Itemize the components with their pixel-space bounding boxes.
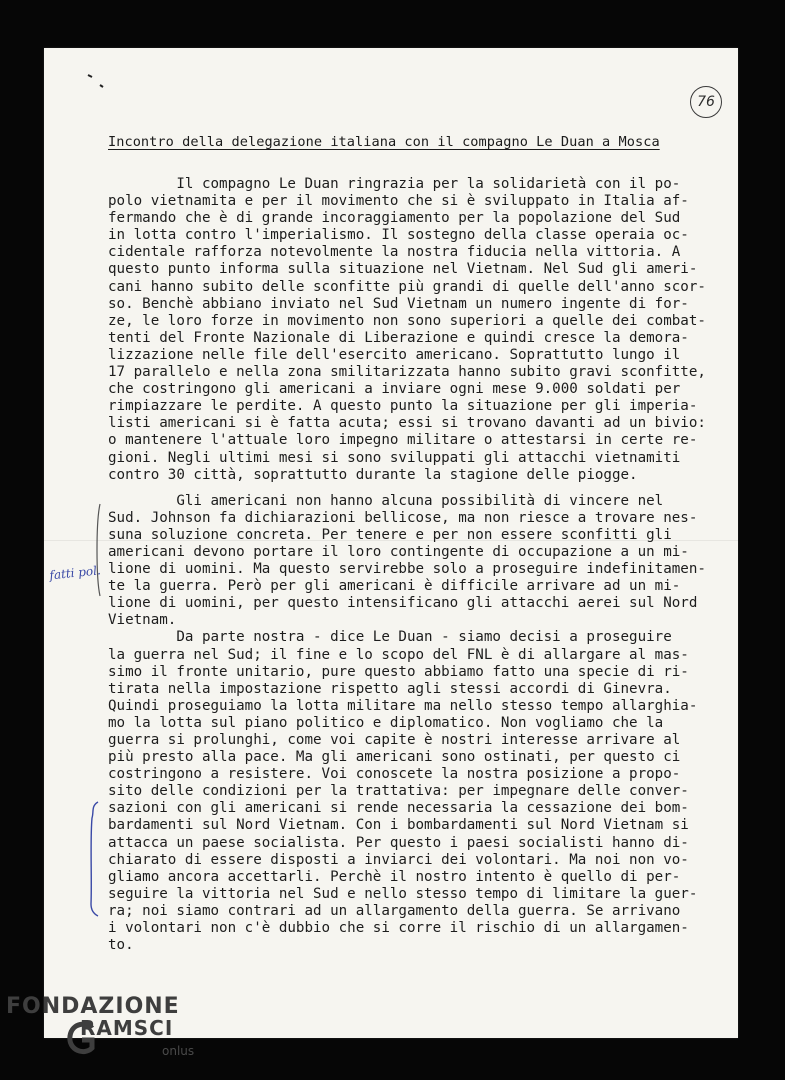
text-line: listi americani si è fatta acuta; essi si trovano davanti ad un bivio: [108, 415, 706, 432]
text-line: cidentale rafforza notevolmente la nostra fiducia nella vittoria. A [108, 244, 681, 261]
text-line: più presto alla pace. Ma gli americani sono ostinati, per questo ci [108, 749, 681, 766]
document-title: Incontro della delegazione italiana con il compagno Le Duan a Mosca [108, 134, 660, 150]
text-line: Gli americani non hanno alcuna possibilità di vincere nel [108, 492, 664, 509]
text-line: seguire la vittoria nel Sud e nello stesso tempo di limitare la guer- [108, 885, 698, 902]
corner-mark-icon [86, 72, 106, 90]
text-line: sazioni con gli americani si rende necessaria la cessazione dei bom- [108, 800, 689, 817]
text-line: attacca un paese socialista. Per questo i paesi socialisti hanno di- [108, 834, 689, 851]
page-number: 76 [690, 86, 722, 118]
text-line: contro 30 città, soprattutto durante la stagione delle piogge. [108, 466, 638, 483]
paragraph-1 [108, 176, 708, 484]
text-line: Quindi proseguiamo la lotta militare ma nello stesso tempo allarghia- [108, 697, 698, 714]
text-line: ze, le loro forze in movimento non sono superiori a quelle dei combat- [108, 312, 706, 329]
text-line: mo la lotta sul piano politico e diplomatico. Non vogliamo che la [108, 714, 664, 731]
text-line: questo punto informa sulla situazione nel Vietnam. Nel Sud gli ameri- [108, 261, 698, 278]
text-line: guerra si prolunghi, come voi capite è nostri interesse arrivare al [108, 732, 681, 748]
margin-bracket-icon [88, 800, 100, 918]
text-line: sito delle condizioni per la trattativa: per impegnare delle conver- [108, 783, 689, 800]
text-line: simo il fronte unitario, pure questo abbiamo fatto una specie di ri- [108, 663, 689, 680]
text-line: o mantenere l'attuale loro impegno militare o attestarsi in certe re- [108, 432, 698, 449]
text-line: gliamo ancora accettarli. Perchè il nostro intento è quello di per- [108, 868, 681, 885]
watermark-line-2: RAMSCI [80, 1016, 174, 1040]
text-line: bardamenti sul Nord Vietnam. Con i bombardamenti sul Nord Vietnam si [108, 817, 689, 834]
text-line: lione di uomini, per questo intensificano gli attacchi aerei sul Nord [108, 595, 698, 612]
text-line: chiarato di essere disposti a inviarci dei volontari. Ma noi non vo- [108, 851, 689, 868]
text-line: polo vietnamita e per il movimento che si è sviluppato in Italia af- [108, 193, 689, 210]
text-line: la guerra nel Sud; il fine e lo scopo del FNL è di allargare al mas- [108, 646, 689, 663]
watermark-line-1: FONDAZIONE [6, 994, 180, 1019]
paragraph-2 [108, 493, 708, 955]
text-line: lione di uomini. Ma questo servirebbe solo a proseguire indefinitamen- [108, 561, 706, 578]
text-line: gioni. Negli ultimi mesi si sono sviluppati gli attacchi vietnamiti [108, 449, 681, 466]
text-line: americani devono portare il loro contingente di occupazione a un mi- [108, 543, 689, 560]
text-line: Sud. Johnson fa dichiarazioni bellicose, ma non riesce a trovare nes- [108, 509, 698, 526]
text-line: in lotta contro l'imperialismo. Il sostegno della classe operaia oc- [108, 227, 689, 244]
text-line: Da parte nostra - dice Le Duan - siamo decisi a proseguire [108, 629, 672, 646]
text-line: Vietnam. [108, 612, 177, 629]
document-body [108, 176, 708, 954]
text-line: 17 parallelo e nella zona smilitarizzata hanno subito gravi sconfitte, [108, 364, 706, 381]
paragraph-gap [108, 484, 708, 493]
fondazione-gramsci-watermark [6, 994, 196, 1066]
handwritten-margin-note: fatti pol. [48, 563, 102, 583]
text-line: tenti del Fronte Nazionale di Liberazione e quindi cresce la demora- [108, 329, 689, 346]
text-line: costringono a resistere. Voi conoscete la nostra posizione a propo- [108, 766, 681, 783]
text-line: i volontari non c'è dubbio che si corre il rischio di un allargamen- [108, 920, 689, 937]
text-line: rimpiazzare le perdite. A questo punto la situazione per gli imperia- [108, 398, 698, 415]
text-line: Il compagno Le Duan ringrazia per la solidarietà con il po- [108, 176, 681, 192]
text-line: ra; noi siamo contrari ad un allargamento della guerra. Se arrivano [108, 902, 681, 919]
text-line: to. [108, 937, 134, 954]
text-line: suna soluzione concreta. Per tenere e per non essere sconfitti gli [108, 526, 672, 543]
text-line: cani hanno subito delle sconfitte più grandi di quelle dell'anno scor- [108, 278, 706, 295]
text-line: te la guerra. Però per gli americani è difficile arrivare ad un mi- [108, 578, 681, 595]
text-line: so. Benchè abbiano inviato nel Sud Vietnam un numero ingente di for- [108, 295, 689, 312]
text-line: lizzazione nelle file dell'esercito americano. Soprattutto lungo il [108, 346, 681, 363]
watermark-suffix: onlus [162, 1044, 195, 1058]
text-line: tirata nella impostazione rispetto agli stessi accordi di Ginevra. [108, 680, 672, 697]
text-line: che costringono gli americani a inviare ogni mese 9.000 soldati per [108, 381, 681, 398]
text-line: fermando che è di grande incoraggiamento per la popolazione del Sud [108, 210, 681, 227]
